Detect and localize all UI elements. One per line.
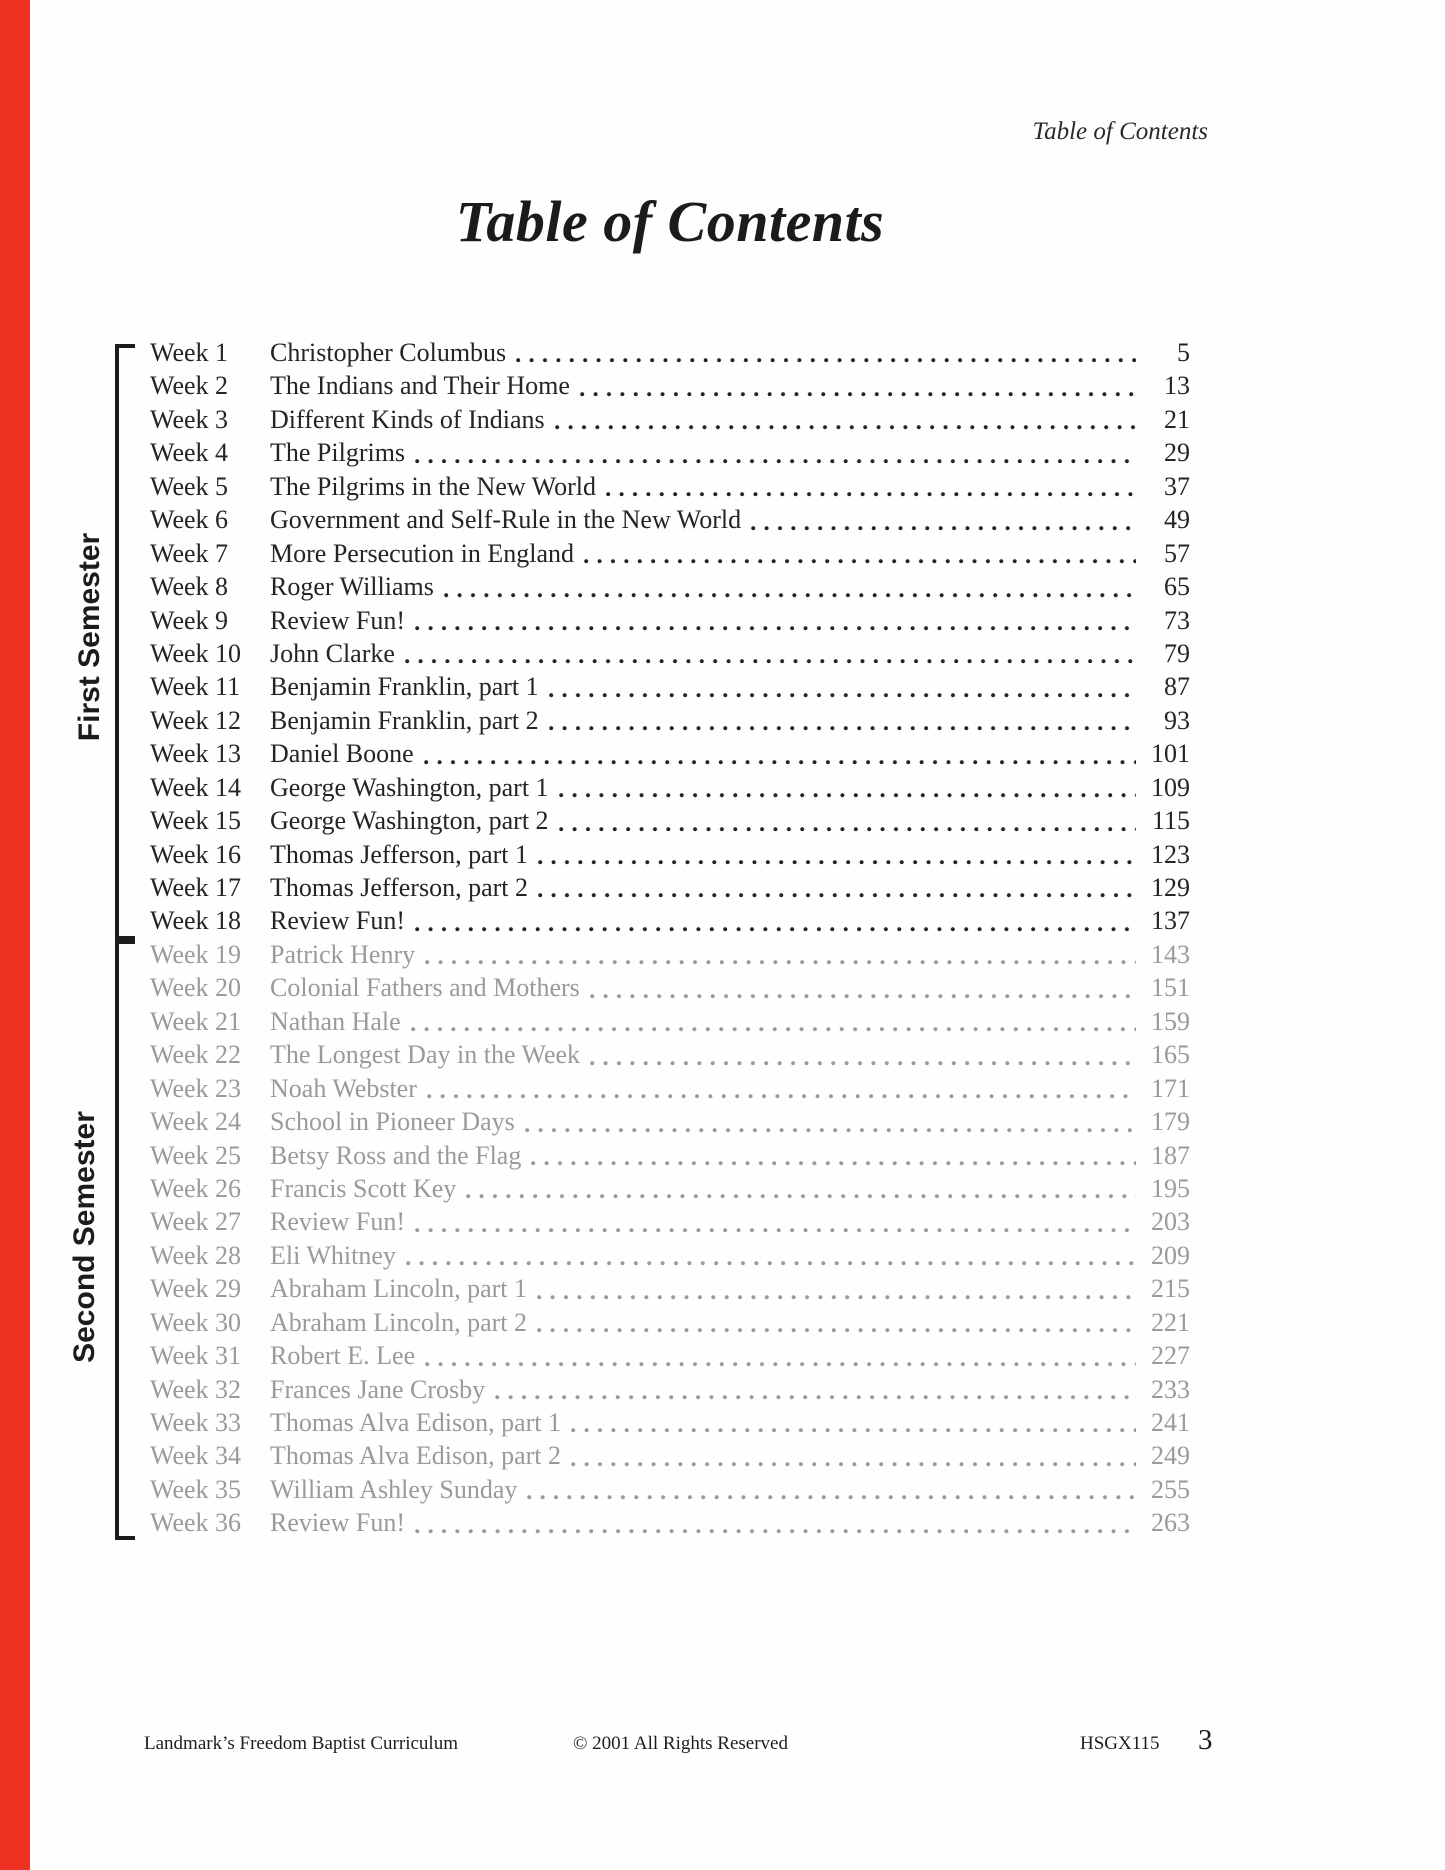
week-label: Week 16 <box>150 839 242 869</box>
entry-page-number: 49 <box>1164 505 1190 535</box>
dot-leader <box>425 960 1136 965</box>
week-label: Week 36 <box>150 1508 242 1538</box>
toc-row <box>150 804 1190 837</box>
week-label: Week 30 <box>150 1307 242 1337</box>
entry-page-number: 93 <box>1164 705 1190 735</box>
entry-title: Francis Scott Key <box>270 1173 457 1203</box>
toc-row <box>150 1306 1190 1339</box>
week-label: Week 26 <box>150 1173 242 1203</box>
dot-leader <box>444 593 1136 598</box>
page-title: Table of Contents <box>455 189 885 254</box>
dot-leader <box>415 459 1136 464</box>
dot-leader <box>415 1228 1136 1233</box>
dot-leader <box>580 392 1136 397</box>
entry-title: Thomas Alva Edison, part 2 <box>270 1441 562 1471</box>
dot-leader <box>495 1395 1136 1400</box>
entry-page-number: 57 <box>1164 538 1190 568</box>
week-label: Week 22 <box>150 1040 242 1070</box>
footer-publisher: Landmark’s Freedom Baptist Curriculum <box>144 1733 458 1754</box>
toc-row <box>150 904 1190 937</box>
dot-leader <box>538 893 1136 898</box>
week-label: Week 32 <box>150 1374 242 1404</box>
entry-title: Government and Self-Rule in the New World <box>270 505 742 535</box>
entry-title: Benjamin Franklin, part 2 <box>270 705 539 735</box>
week-label: Week 1 <box>150 338 229 367</box>
week-label: Week 18 <box>150 906 242 936</box>
week-label: Week 31 <box>150 1341 242 1371</box>
week-label: Week 9 <box>150 605 229 635</box>
footer-page-number: 3 <box>1198 1724 1213 1756</box>
week-label: Week 15 <box>150 806 242 836</box>
toc-row <box>150 838 1190 871</box>
entry-title: Patrick Henry <box>270 939 416 969</box>
entry-title: Daniel Boone <box>270 739 414 769</box>
entry-page-number: 241 <box>1151 1408 1190 1437</box>
week-label: Week 2 <box>150 371 229 401</box>
entry-title: More Persecution in England <box>270 538 574 568</box>
toc-row <box>150 1005 1190 1038</box>
toc-row <box>150 1506 1190 1539</box>
dot-leader <box>559 827 1136 832</box>
entry-title: Review Fun! <box>270 605 406 635</box>
toc-row <box>150 971 1190 1004</box>
week-label: Week 12 <box>150 705 242 735</box>
first-semester-bracket <box>115 344 135 940</box>
dot-leader <box>549 693 1136 698</box>
dot-leader <box>537 1295 1136 1300</box>
toc-row <box>150 771 1190 804</box>
second-semester-label: Second Semester <box>68 1111 101 1363</box>
week-label: Week 13 <box>150 739 242 769</box>
entry-page-number: 129 <box>1151 873 1190 902</box>
week-label: Week 28 <box>150 1240 242 1270</box>
table-of-contents <box>150 336 1190 1540</box>
toc-row <box>150 1439 1190 1472</box>
dot-leader <box>584 559 1136 564</box>
running-header: Table of Contents <box>1032 118 1208 145</box>
dot-leader <box>425 1362 1136 1367</box>
entry-title: Thomas Alva Edison, part 1 <box>270 1408 562 1437</box>
entry-title: The Indians and Their Home <box>270 371 570 401</box>
dot-leader <box>555 425 1136 430</box>
toc-row <box>150 1272 1190 1305</box>
entry-page-number: 137 <box>1151 906 1190 936</box>
first-semester-rows <box>150 336 1190 938</box>
week-label: Week 17 <box>150 873 242 902</box>
entry-page-number: 233 <box>1151 1374 1190 1404</box>
page-footer <box>0 1724 1445 1773</box>
entry-page-number: 87 <box>1164 672 1190 702</box>
dot-leader <box>415 927 1136 932</box>
dot-leader <box>405 659 1136 664</box>
toc-row <box>150 670 1190 703</box>
entry-page-number: 21 <box>1164 404 1190 434</box>
footer-product-code: HSGX115 <box>1080 1733 1160 1754</box>
week-label: Week 27 <box>150 1207 242 1237</box>
dot-leader <box>415 1529 1136 1534</box>
second-semester-rows <box>150 938 1190 1540</box>
entry-page-number: 255 <box>1151 1474 1190 1504</box>
entry-page-number: 5 <box>1177 338 1190 367</box>
dot-leader <box>571 1428 1136 1433</box>
dot-leader <box>466 1194 1136 1199</box>
week-label: Week 6 <box>150 505 229 535</box>
week-label: Week 23 <box>150 1073 242 1103</box>
dot-leader <box>751 526 1136 531</box>
toc-row <box>150 1072 1190 1105</box>
entry-title: The Pilgrims <box>270 438 406 468</box>
week-label: Week 24 <box>150 1107 242 1137</box>
entry-title: School in Pioneer Days <box>270 1107 515 1137</box>
entry-page-number: 249 <box>1151 1441 1190 1471</box>
entry-page-number: 13 <box>1164 371 1190 401</box>
entry-page-number: 109 <box>1151 772 1190 802</box>
week-label: Week 3 <box>150 404 229 434</box>
entry-title: William Ashley Sunday <box>270 1474 518 1504</box>
second-semester-bracket <box>115 940 135 1540</box>
toc-row <box>150 737 1190 770</box>
entry-title: George Washington, part 1 <box>270 772 549 802</box>
entry-title: Benjamin Franklin, part 1 <box>270 672 539 702</box>
toc-row <box>150 470 1190 503</box>
entry-title: The Longest Day in the Week <box>270 1040 581 1070</box>
footer-copyright: © 2001 All Rights Reserved <box>573 1733 788 1754</box>
toc-row <box>150 537 1190 570</box>
entry-title: Betsy Ross and the Flag <box>270 1140 522 1170</box>
entry-page-number: 221 <box>1151 1307 1190 1337</box>
toc-row <box>150 604 1190 637</box>
toc-row <box>150 1038 1190 1071</box>
entry-title: John Clarke <box>270 638 395 668</box>
toc-row <box>150 1205 1190 1238</box>
entry-title: Colonial Fathers and Mothers <box>270 973 580 1003</box>
entry-title: Robert E. Lee <box>270 1341 416 1371</box>
toc-row <box>150 1105 1190 1138</box>
toc-row <box>150 503 1190 536</box>
entry-title: Thomas Jefferson, part 2 <box>270 873 529 902</box>
toc-row <box>150 1406 1190 1439</box>
dot-leader <box>415 626 1136 631</box>
entry-title: Review Fun! <box>270 1207 406 1237</box>
toc-row <box>150 336 1190 369</box>
week-label: Week 19 <box>150 939 242 969</box>
dot-leader <box>606 492 1136 497</box>
entry-title: Thomas Jefferson, part 1 <box>270 839 529 869</box>
toc-row <box>150 369 1190 402</box>
dot-leader <box>537 1328 1136 1333</box>
toc-row <box>150 1339 1190 1372</box>
entry-title: The Pilgrims in the New World <box>270 471 597 501</box>
entry-page-number: 171 <box>1151 1073 1190 1103</box>
week-label: Week 7 <box>150 538 229 568</box>
entry-title: Eli Whitney <box>270 1240 396 1270</box>
week-label: Week 33 <box>150 1408 242 1437</box>
week-label: Week 11 <box>150 672 241 702</box>
toc-row <box>150 871 1190 904</box>
toc-row <box>150 570 1190 603</box>
entry-page-number: 73 <box>1164 605 1190 635</box>
entry-title: Abraham Lincoln, part 1 <box>270 1274 528 1304</box>
toc-row <box>150 1172 1190 1205</box>
entry-page-number: 203 <box>1151 1207 1190 1237</box>
dot-leader <box>549 726 1136 731</box>
entry-title: Roger Williams <box>270 572 434 602</box>
entry-page-number: 165 <box>1151 1040 1190 1070</box>
dot-leader <box>525 1128 1136 1133</box>
dot-leader <box>538 860 1136 865</box>
entry-title: Christopher Columbus <box>270 338 507 367</box>
dot-leader <box>571 1462 1136 1467</box>
entry-page-number: 195 <box>1151 1173 1190 1203</box>
entry-page-number: 263 <box>1151 1508 1190 1538</box>
toc-row <box>150 1373 1190 1406</box>
entry-page-number: 123 <box>1151 839 1190 869</box>
entry-page-number: 227 <box>1151 1341 1190 1371</box>
entry-page-number: 179 <box>1151 1107 1190 1137</box>
first-semester-label: First Semester <box>73 532 106 742</box>
dot-leader <box>406 1261 1136 1266</box>
entry-title: Review Fun! <box>270 1508 406 1538</box>
entry-title: Noah Webster <box>270 1073 417 1103</box>
week-label: Week 5 <box>150 471 229 501</box>
red-page-edge <box>0 0 30 1870</box>
entry-title: Nathan Hale <box>270 1006 401 1036</box>
week-label: Week 25 <box>150 1140 242 1170</box>
toc-row <box>150 1139 1190 1172</box>
entry-page-number: 209 <box>1151 1240 1190 1270</box>
toc-row <box>150 704 1190 737</box>
dot-leader <box>424 760 1136 765</box>
dot-leader <box>427 1094 1136 1099</box>
entry-page-number: 151 <box>1151 973 1190 1003</box>
entry-page-number: 187 <box>1151 1140 1190 1170</box>
entry-title: Frances Jane Crosby <box>270 1374 486 1404</box>
week-label: Week 20 <box>150 973 242 1003</box>
week-label: Week 35 <box>150 1474 242 1504</box>
week-label: Week 8 <box>150 572 229 602</box>
dot-leader <box>531 1161 1136 1166</box>
dot-leader <box>590 1061 1136 1066</box>
week-label: Week 29 <box>150 1274 242 1304</box>
toc-row <box>150 1239 1190 1272</box>
week-label: Week 21 <box>150 1006 242 1036</box>
dot-leader <box>516 358 1136 363</box>
entry-page-number: 65 <box>1164 572 1190 602</box>
dot-leader <box>411 1027 1136 1032</box>
entry-page-number: 159 <box>1151 1006 1190 1036</box>
toc-row <box>150 1473 1190 1506</box>
toc-row <box>150 938 1190 971</box>
entry-title: George Washington, part 2 <box>270 806 549 836</box>
toc-row <box>150 436 1190 469</box>
entry-page-number: 79 <box>1164 638 1190 668</box>
entry-page-number: 115 <box>1151 806 1190 836</box>
entry-page-number: 37 <box>1164 471 1190 501</box>
entry-page-number: 143 <box>1151 939 1190 969</box>
entry-page-number: 29 <box>1164 438 1190 468</box>
entry-title: Abraham Lincoln, part 2 <box>270 1307 528 1337</box>
dot-leader <box>527 1495 1136 1500</box>
entry-page-number: 101 <box>1151 739 1190 769</box>
toc-row <box>150 637 1190 670</box>
week-label: Week 4 <box>150 438 229 468</box>
week-label: Week 10 <box>150 638 242 668</box>
entry-title: Different Kinds of Indians <box>270 404 545 434</box>
week-label: Week 34 <box>150 1441 242 1471</box>
week-label: Week 14 <box>150 772 242 802</box>
entry-page-number: 215 <box>1151 1274 1190 1304</box>
toc-row <box>150 403 1190 436</box>
dot-leader <box>559 793 1136 798</box>
dot-leader <box>590 994 1136 999</box>
entry-title: Review Fun! <box>270 906 406 936</box>
